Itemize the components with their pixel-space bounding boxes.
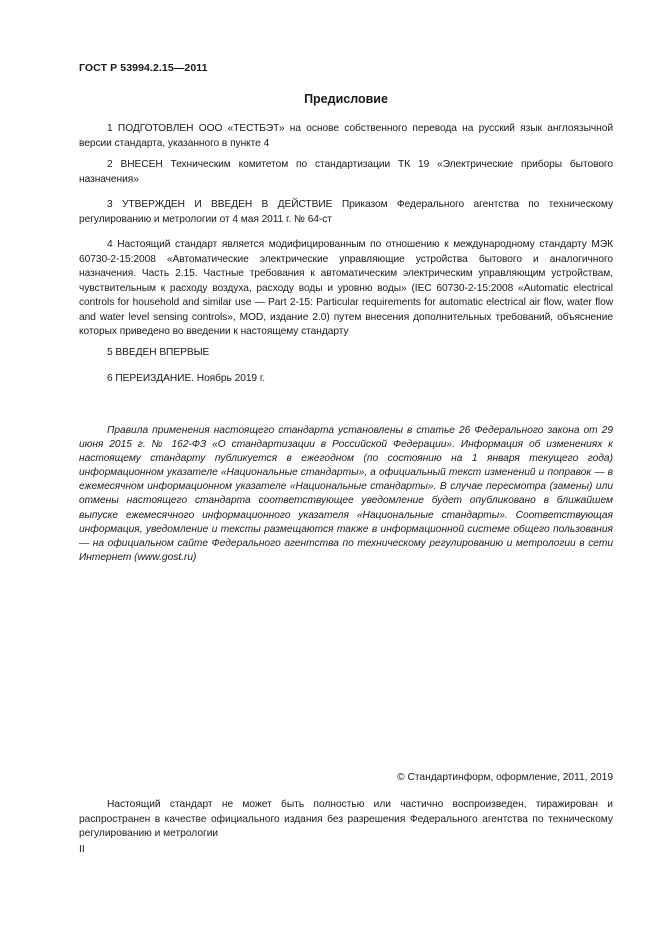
foreword-item-6-text: 6 ПЕРЕИЗДАНИЕ. Ноябрь 2019 г. xyxy=(107,373,266,384)
foreword-item-5-text: 5 ВВЕДЕН ВПЕРВЫЕ xyxy=(107,347,210,358)
foreword-item-1-text: 1 ПОДГОТОВЛЕН ООО «ТЕСТБЭТ» на основе собственного перевода на русский язык англоязычной версии стандарта, указанного в пункте 4 xyxy=(79,123,613,149)
copyright-line: © Стандартинформ, оформление, 2011, 2019 xyxy=(397,772,613,783)
page-number: II xyxy=(79,844,85,855)
foreword-item-1 xyxy=(79,122,613,151)
foreword-item-6 xyxy=(79,372,613,387)
page-title: Предисловие xyxy=(304,92,388,106)
foreword-item-4-text: 4 Настоящий стандарт является модифицированным по отношению к международному стандарту МЭК 60730-2-15:2008 «Автоматические электрические управляющие устройства бытового и аналогичного назначения. Часть 2.15. Частные требования к автоматическим электрическим управляющим устройствам, чувствительным к расходу воздуха, расходу воды и уровню воды» (IEC 60730-2-15:2008 «Automatic electrical controls for household and similar use — Part 2-15: Particular requirements for automatic electrical air flow, water flow and water level sensing controls», MOD, издание 2.0) путем внесения дополнительных требований, объяснение которых приведено во введении к настоящему стандарту xyxy=(79,239,613,337)
foreword-item-5 xyxy=(79,346,613,361)
foreword-item-2 xyxy=(79,158,613,187)
foreword-item-3 xyxy=(79,198,613,227)
foreword-item-2-text: 2 ВНЕСЕН Техническим комитетом по стандартизации ТК 19 «Электрические приборы бытового назначения» xyxy=(79,159,613,185)
foreword-item-4 xyxy=(79,238,613,340)
document-id-header: ГОСТ Р 53994.2.15—2011 xyxy=(79,62,208,74)
foreword-item-3-text: 3 УТВЕРЖДЕН И ВВЕДЕН В ДЕЙСТВИЕ Приказом Федерального агентства по техническому регулированию и метрологии от 4 мая 2011 г. № 64-ст xyxy=(79,199,613,225)
reproduction-notice: Настоящий стандарт не может быть полностью или частично воспроизведен, тиражирован и распространен в качестве официального издания без разрешения Федерального агентства по техническому регулированию и метрологии xyxy=(79,799,613,839)
application-rules-note: Правила применения настоящего стандарта установлены в статье 26 Федерального закона от 29 июня 2015 г. № 162-ФЗ «О стандартизации в Российской Федерации». Информация об изменениях к настоящему стандарту публикуется в ежегодном (по состоянию на 1 января текущего года) информационном указателе «Национальные стандарты», а официальный текст изменений и поправок — в ежемесячном информационном указателе «Национальные стандарты». В случае пересмотра (замены) или отмены настоящего стандарта соответствующее уведомление будет опубликовано в ближайшем выпуске ежемесячного информационного указателя «Национальные стандарты». Соответствующая информация, уведомление и тексты размещаются также в информационной системе общего пользования — на официальном сайте Федерального агентства по техническому регулированию и метрологии в сети Интернет (www.gost.ru) xyxy=(79,425,613,563)
